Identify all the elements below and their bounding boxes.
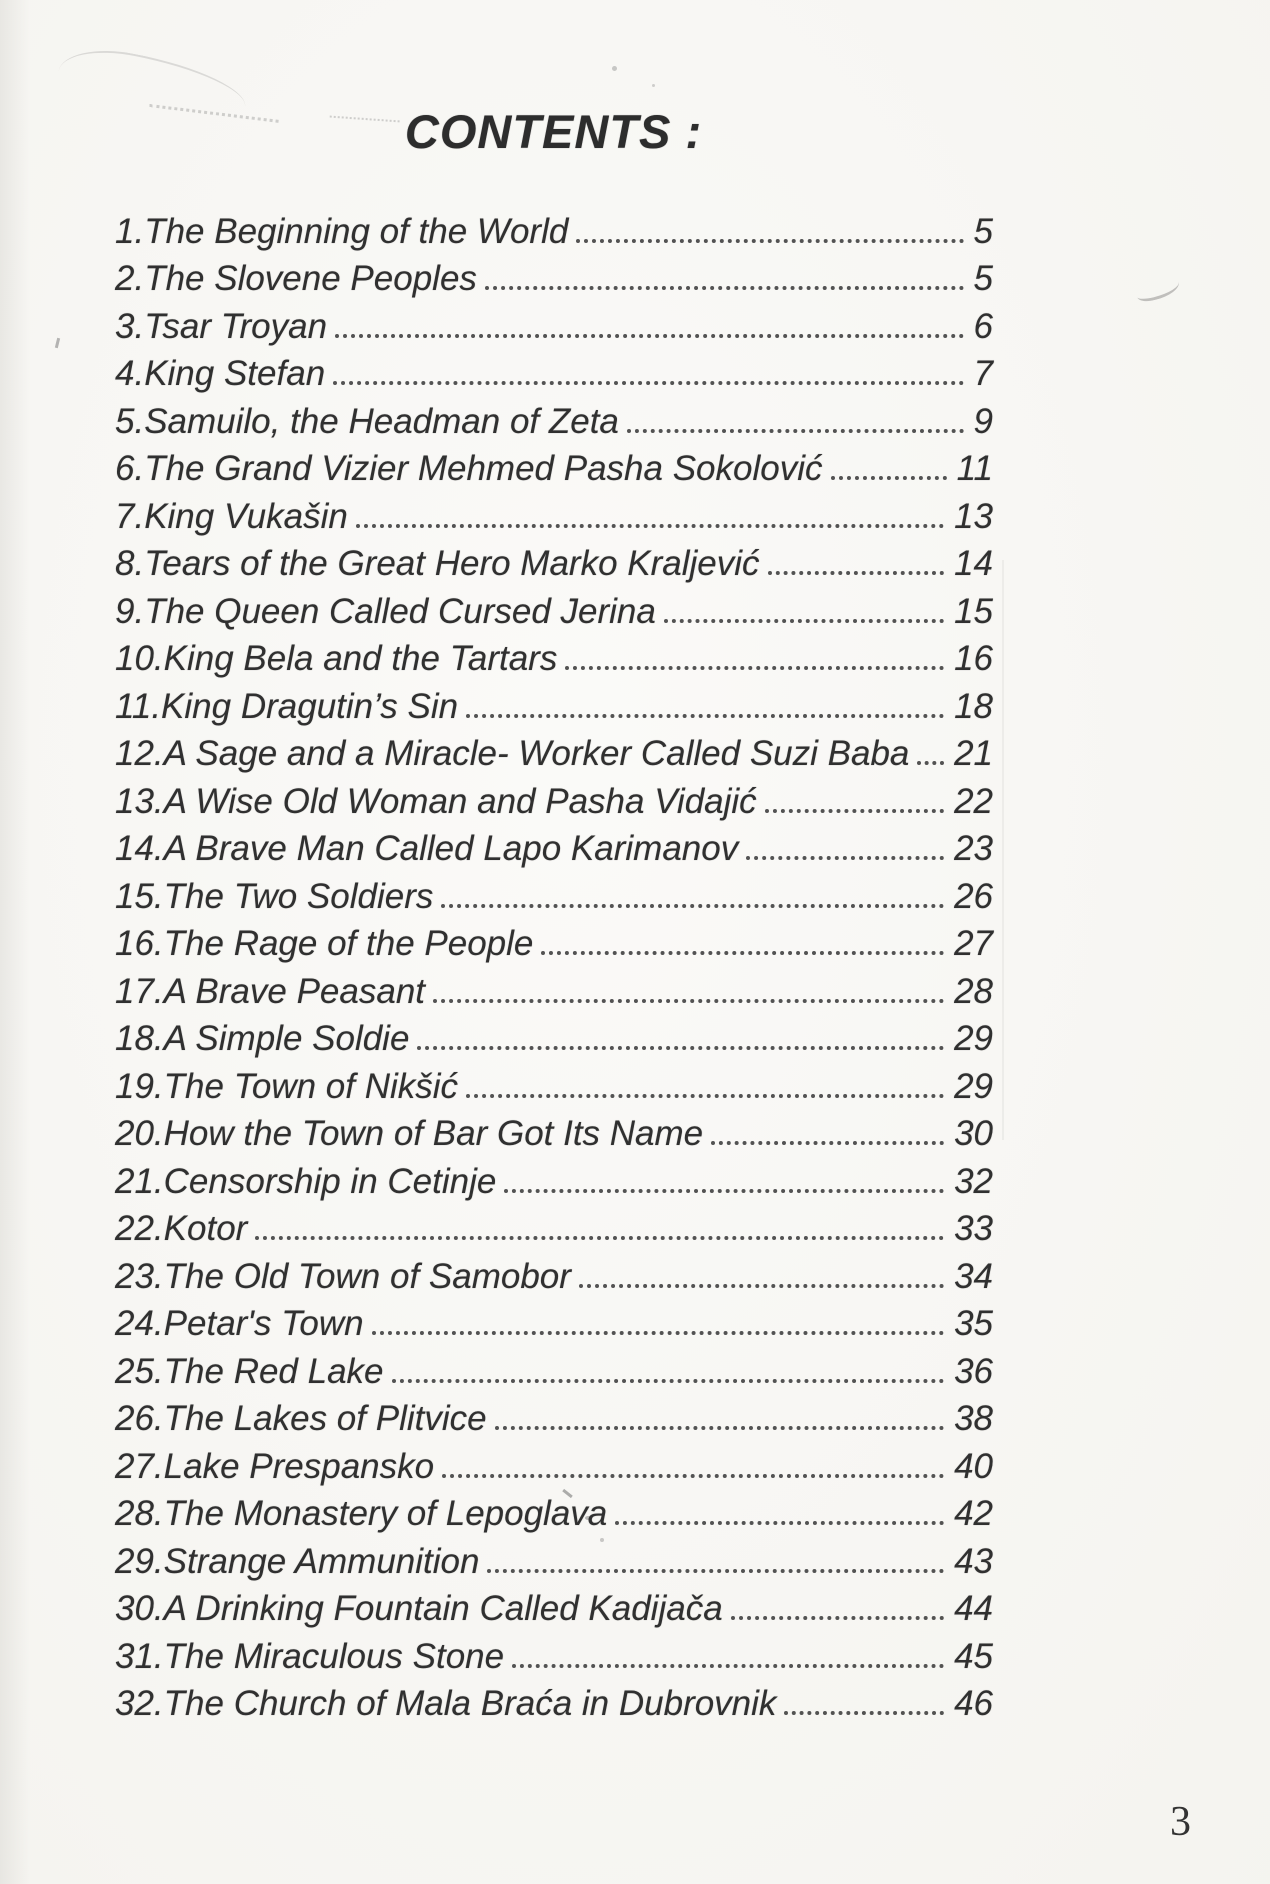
- toc-entry-page-number: 22: [954, 781, 993, 821]
- toc-entry-page-number: 14: [954, 544, 993, 583]
- leader-dots: [579, 1284, 944, 1288]
- toc-entry-title: 25.The Red Lake: [115, 1351, 384, 1391]
- toc-entry-page-number: 6: [973, 306, 993, 346]
- leader-dots: [917, 761, 944, 765]
- toc-entry-page-number: 43: [954, 1541, 993, 1581]
- toc-entry-title: 22.Kotor: [115, 1209, 248, 1248]
- toc-entry: [115, 1679, 993, 1727]
- toc-entry-page-number: 29: [954, 1066, 993, 1106]
- leader-dots: [487, 1569, 944, 1573]
- toc-entry: [115, 1156, 993, 1204]
- leader-dots: [442, 1474, 944, 1478]
- toc-entry: [115, 349, 993, 397]
- toc-entry-page-number: 34: [954, 1256, 993, 1296]
- toc-entry-title: 15.The Two Soldiers: [115, 876, 434, 916]
- toc-entry-page-number: 7: [973, 354, 993, 393]
- toc-entry: [115, 1584, 993, 1632]
- toc-entry: [115, 491, 993, 539]
- toc-entry-title: 18.A Simple Soldie: [115, 1019, 410, 1058]
- toc-entry-title: 21.Censorship in Cetinje: [115, 1161, 497, 1201]
- toc-entry-title: 5.Samuilo, the Headman of Zeta: [115, 401, 619, 441]
- toc-entry-page-number: 33: [954, 1209, 993, 1248]
- toc-entry: [115, 1489, 993, 1537]
- leader-dots: [664, 619, 944, 623]
- toc-entry: [115, 254, 993, 302]
- toc-entry-title: 30.A Drinking Fountain Called Kadijača: [115, 1589, 723, 1628]
- toc-entry-page-number: 28: [954, 971, 993, 1011]
- toc-entry-page-number: 32: [954, 1161, 993, 1201]
- toc-entry-title: 1.The Beginning of the World: [115, 211, 569, 251]
- toc-entry: [115, 539, 993, 587]
- toc-entry: [115, 729, 993, 777]
- toc-entry-title: 3.Tsar Troyan: [115, 306, 328, 346]
- scan-artifact-speck: [652, 84, 655, 87]
- toc-entry: [115, 776, 993, 824]
- leader-dots: [831, 476, 947, 480]
- toc-entry-page-number: 21: [954, 734, 993, 773]
- toc-entry: [115, 634, 993, 682]
- toc-entry-title: 20.How the Town of Bar Got Its Name: [115, 1114, 704, 1153]
- leader-dots: [392, 1379, 945, 1383]
- toc-entry-page-number: 16: [954, 639, 993, 678]
- toc-entry-page-number: 18: [954, 686, 993, 726]
- toc-entry-title: 23.The Old Town of Samobor: [115, 1256, 571, 1296]
- toc-entry-page-number: 36: [954, 1351, 993, 1391]
- toc-entry: [115, 966, 993, 1014]
- toc-entry: [115, 206, 993, 254]
- toc-entry-page-number: 5: [973, 259, 993, 298]
- toc-entry-title: 24.Petar's Town: [115, 1304, 364, 1343]
- toc-entry-page-number: 11: [956, 449, 993, 488]
- toc-entry-title: 2.The Slovene Peoples: [115, 259, 477, 298]
- toc-entry-title: 19.The Town of Nikšić: [115, 1066, 459, 1106]
- leader-dots: [746, 856, 944, 860]
- toc-entry-page-number: 29: [954, 1019, 993, 1058]
- toc-entry-title: 28.The Monastery of Lepoglava: [115, 1494, 608, 1533]
- leader-dots: [711, 1141, 944, 1145]
- leader-dots: [356, 524, 944, 528]
- toc-entry-title: 11.King Dragutin’s Sin: [115, 686, 459, 726]
- toc-entry-page-number: 46: [954, 1684, 993, 1723]
- toc-entry: [115, 1631, 993, 1679]
- toc-entry: [115, 1109, 993, 1157]
- toc-entry: [115, 301, 993, 349]
- leader-dots: [768, 571, 945, 575]
- toc-entry-title: 17.A Brave Peasant: [115, 971, 426, 1011]
- scan-artifact-mark: [1134, 275, 1181, 304]
- toc-entry: [115, 444, 993, 492]
- scan-artifact-speck: [55, 338, 60, 348]
- leader-dots: [731, 1616, 944, 1620]
- leader-dots: [627, 429, 964, 433]
- leader-dots: [765, 809, 944, 813]
- leader-dots: [433, 999, 944, 1003]
- toc-entry-page-number: 15: [954, 591, 993, 631]
- leader-dots: [441, 904, 944, 908]
- leader-dots: [485, 286, 964, 290]
- leader-dots: [372, 1331, 944, 1335]
- toc-entry-title: 32.The Church of Mala Braća in Dubrovnik: [115, 1684, 777, 1723]
- toc-entry-title: 4.King Stefan: [115, 354, 326, 393]
- toc-entry-page-number: 9: [973, 401, 993, 441]
- leader-dots: [417, 1046, 944, 1050]
- toc-entry: [115, 919, 993, 967]
- leader-dots: [512, 1664, 944, 1668]
- toc-entry-page-number: 42: [954, 1494, 993, 1533]
- toc-entry-title: 8.Tears of the Great Hero Marko Kraljević: [115, 544, 760, 583]
- toc-entry: [115, 1394, 993, 1442]
- toc-entry-title: 9.The Queen Called Cursed Jerina: [115, 591, 656, 631]
- leader-dots: [576, 239, 963, 243]
- toc-entry-page-number: 30: [954, 1114, 993, 1153]
- toc-entry: [115, 871, 993, 919]
- toc-entry-page-number: 5: [973, 211, 993, 251]
- toc-entry-page-number: 26: [954, 876, 993, 916]
- toc-entry-page-number: 40: [954, 1446, 993, 1486]
- toc-entry-title: 27.Lake Prespansko: [115, 1446, 435, 1486]
- toc-entry: [115, 1014, 993, 1062]
- toc-entry: [115, 1251, 993, 1299]
- toc-entry: [115, 1346, 993, 1394]
- leader-dots: [784, 1711, 944, 1715]
- leader-dots: [466, 1094, 944, 1098]
- leader-dots: [504, 1189, 944, 1193]
- footer-page-number: 3: [1170, 1799, 1191, 1845]
- toc-entry-page-number: 35: [954, 1304, 993, 1343]
- toc-entry: [115, 1536, 993, 1584]
- scan-artifact-crease: [1002, 560, 1004, 1140]
- page-title: CONTENTS :: [404, 105, 703, 158]
- toc-entry-page-number: 27: [954, 924, 993, 963]
- toc-entry-page-number: 44: [954, 1589, 993, 1628]
- toc-entry-title: 10.King Bela and the Tartars: [115, 639, 558, 678]
- toc-entry-page-number: 23: [954, 829, 993, 868]
- toc-list: [115, 206, 993, 1726]
- scan-artifact-speck: [612, 66, 617, 71]
- leader-dots: [495, 1426, 944, 1430]
- leader-dots: [333, 381, 963, 385]
- toc-entry: [115, 1441, 993, 1489]
- toc-entry-title: 14.A Brave Man Called Lapo Karimanov: [115, 829, 739, 868]
- toc-entry-title: 6.The Grand Vizier Mehmed Pasha Sokolović: [115, 449, 823, 488]
- toc-entry-title: 29.Strange Ammunition: [115, 1541, 480, 1581]
- toc-entry-title: 16.The Rage of the People: [115, 924, 534, 963]
- toc-entry-title: 7.King Vukašin: [115, 496, 348, 536]
- leader-dots: [565, 666, 944, 670]
- toc-entry-page-number: 38: [954, 1399, 993, 1438]
- leader-dots: [615, 1521, 944, 1525]
- toc-entry: [115, 1061, 993, 1109]
- toc-entry: [115, 396, 993, 444]
- toc-entry-page-number: 45: [954, 1636, 993, 1676]
- toc-entry: [115, 824, 993, 872]
- toc-entry-title: 13.A Wise Old Woman and Pasha Vidajić: [115, 781, 757, 821]
- toc-entry-title: 12.A Sage and a Miracle- Worker Called Suzi Baba: [115, 734, 910, 773]
- toc-entry-page-number: 13: [954, 496, 993, 536]
- toc-entry: [115, 586, 993, 634]
- leader-dots: [255, 1236, 944, 1240]
- toc-entry-title: 26.The Lakes of Plitvice: [115, 1399, 487, 1438]
- leader-dots: [335, 334, 963, 338]
- leader-dots: [541, 951, 944, 955]
- toc-entry-title: 31.The Miraculous Stone: [115, 1636, 505, 1676]
- toc-entry: [115, 1204, 993, 1252]
- toc-entry: [115, 1299, 993, 1347]
- leader-dots: [466, 714, 944, 718]
- toc-entry: [115, 681, 993, 729]
